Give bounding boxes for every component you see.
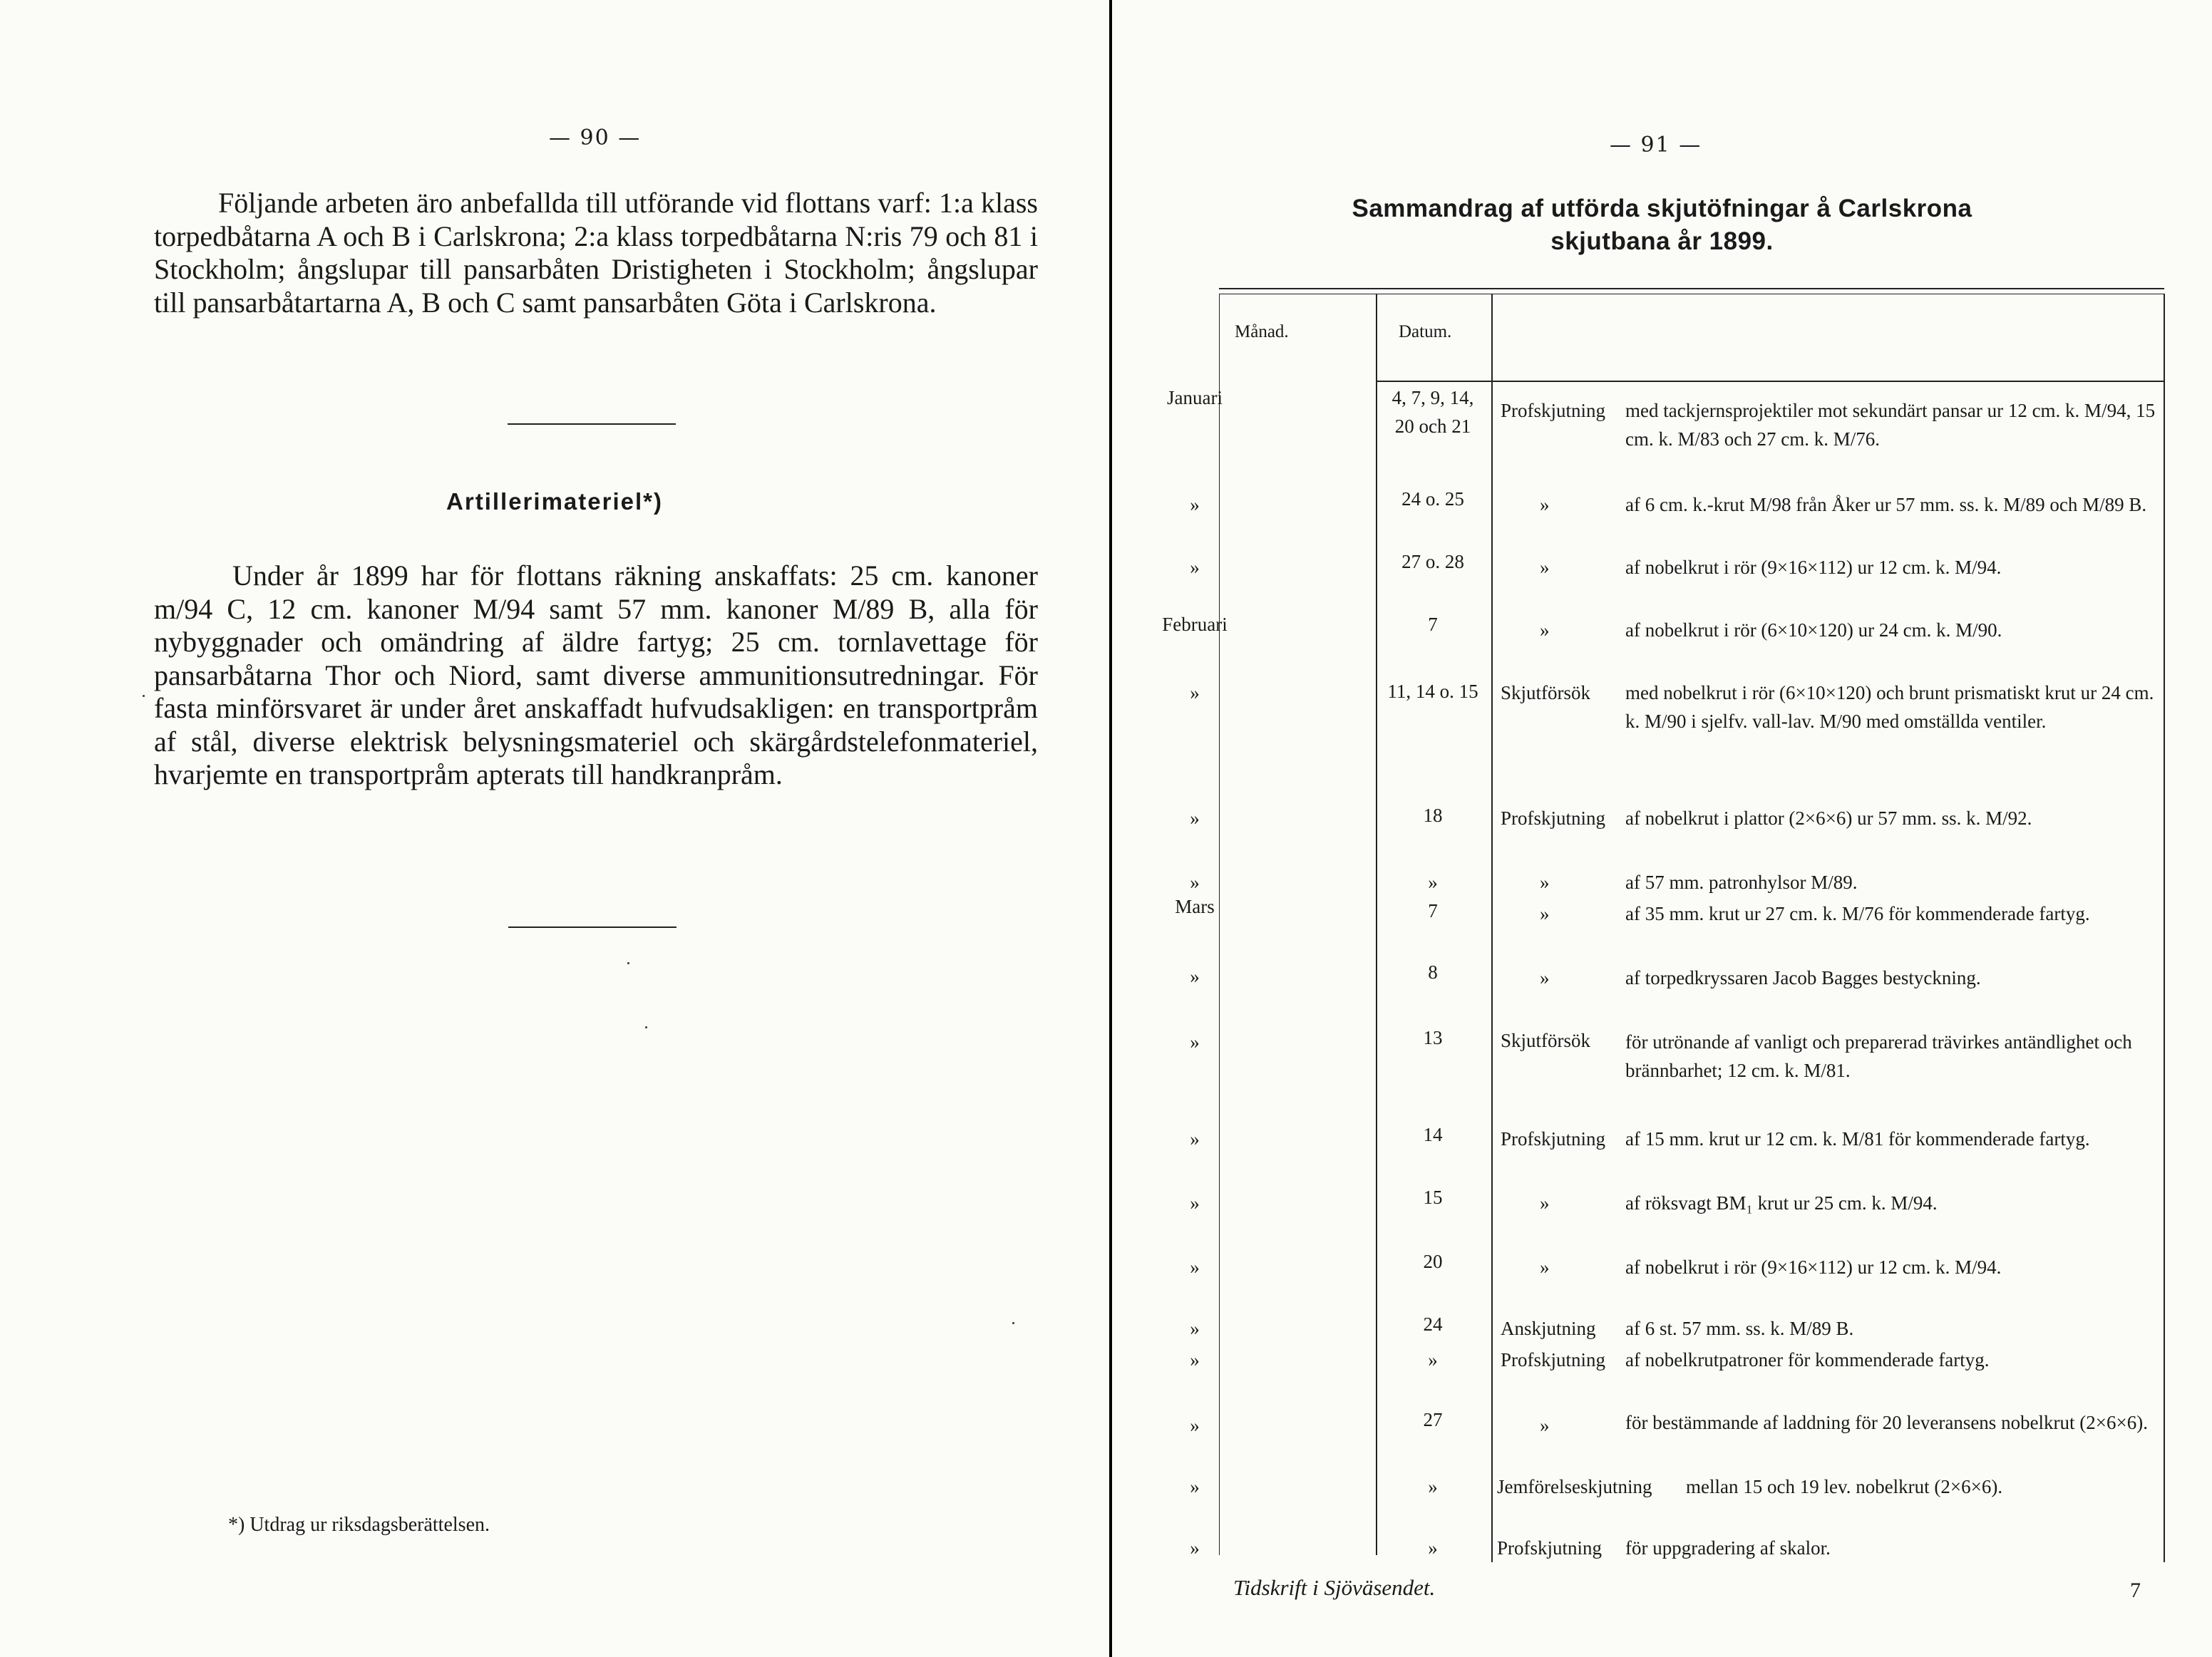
paragraph-shipyard-works: Följande arbeten äro anbefallda till utförande vid flottans varf: 1:a klass torpedbåtarna A och B i Carlskrona; 2:a klass torpedbåtarna N:ris 79 och 81 i Stockholm; ångslupar till pansarbåten Dristigheten i Stockholm; ångslupar till pansarbåtartarna A, B och C samt pansarbåten Göta i Carlskrona.	[154, 187, 1038, 319]
print-speck	[645, 1026, 647, 1028]
cell-description: af 6 cm. k.-krut M/98 från Åker ur 57 mm. ss. k. M/89 och M/89 B.	[1625, 494, 2147, 515]
cell-type: Profskjutning	[1501, 807, 1606, 829]
cell-date: »	[1428, 1476, 1438, 1497]
cell-type: »	[1540, 1256, 1550, 1278]
cell-date: 13	[1423, 1027, 1443, 1048]
cell-date: »	[1428, 1537, 1438, 1559]
cell-type: Profskjutning	[1501, 400, 1606, 421]
cell-description: af nobelkrut i rör (9×16×112) ur 12 cm. k. M/94.	[1625, 557, 2002, 578]
cell-date: 24 o. 25	[1401, 488, 1464, 510]
cell-month: Januari	[1167, 387, 1223, 408]
table-column-rule	[2164, 294, 2165, 1562]
cell-description: af nobelkrut i rör (9×16×112) ur 12 cm. k. M/94.	[1625, 1256, 2002, 1278]
cell-type: Jemförelseskjutning	[1497, 1476, 1652, 1497]
cell-description: för bestämmande af laddning för 20 leveransens nobelkrut (2×6×6).	[1625, 1412, 2148, 1433]
cell-month: »	[1190, 1128, 1200, 1150]
journal-footer: Tidskrift i Sjöväsendet.	[1233, 1575, 1436, 1600]
cell-type: Skjutförsök	[1501, 682, 1591, 703]
right-page	[1112, 0, 2212, 1657]
cell-description: för uppgradering af skalor.	[1625, 1537, 1831, 1559]
sheet-number: 7	[2130, 1579, 2141, 1602]
cell-description: af 35 mm. krut ur 27 cm. k. M/76 för kommenderade fartyg.	[1625, 903, 2090, 924]
cell-description: af nobelkrut i rör (6×10×120) ur 24 cm. k. M/90.	[1625, 619, 2002, 641]
cell-type: »	[1540, 903, 1550, 924]
cell-description: mellan 15 och 19 lev. nobelkrut (2×6×6).	[1686, 1476, 2003, 1497]
cell-type: »	[1540, 967, 1550, 988]
cell-type: Skjutförsök	[1501, 1030, 1591, 1051]
table-column-rule	[1491, 294, 1493, 1562]
cell-date: 14	[1423, 1124, 1443, 1145]
cell-month: »	[1190, 1415, 1200, 1436]
cell-description: med nobelkrut i rör (6×10×120) och brunt prismatiskt krut ur 24 cm. k. M/90 i sjelfv. vall-lav. M/90 med omställda ventiler.	[1625, 682, 2154, 732]
cell-month: »	[1190, 1192, 1200, 1214]
cell-type: »	[1540, 494, 1550, 515]
table-heading-line-2: skjutbana år 1899.	[1550, 227, 1774, 255]
cell-date	[1376, 383, 1490, 440]
cell-description: af torpedkryssaren Jacob Bagges bestyckning.	[1625, 967, 1981, 988]
table-heading-line-1: Sammandrag af utförda skjutöfningar å Carlskrona	[1352, 195, 1972, 222]
cell-type: Anskjutning	[1501, 1318, 1596, 1339]
cell-description: af nobelkrut i plattor (2×6×6) ur 57 mm. ss. k. M/92.	[1625, 807, 2032, 829]
cell-date: 27	[1423, 1409, 1443, 1430]
cell-description: af nobelkrutpatroner för kommenderade fartyg.	[1625, 1349, 1990, 1370]
cell-type: »	[1540, 872, 1550, 893]
section-title: Artillerimateriel*)	[446, 488, 663, 515]
cell-month: »	[1190, 807, 1200, 829]
cell-month: Mars	[1175, 896, 1215, 917]
cell-month: »	[1190, 494, 1200, 515]
cell-month: »	[1190, 1256, 1200, 1278]
print-speck	[143, 695, 145, 697]
cell-type: Profskjutning	[1497, 1537, 1603, 1559]
cell-month: »	[1190, 1031, 1200, 1053]
cell-type: Profskjutning	[1501, 1128, 1606, 1150]
footnote: *) Utdrag ur riksdagsberättelsen.	[228, 1514, 490, 1536]
cell-date: 15	[1423, 1187, 1443, 1208]
paragraph-artillery: Under år 1899 har för flottans räkning anskaffats: 25 cm. kanoner m/94 C, 12 cm. kanoner M/94 samt 57 mm. kanoner M/89 B, alla för nybyggnader och omändring af äldre fartyg; 25 cm. tornlavettage för pansarbåtarna Thor och Niord, samt diverse ammunitionsutredningar. För fasta minförsvaret är under året anskaffadt hufvudsakligen: en transportpråm af stål, diverse elektrisk belysningsmateriel och skärgårdstelefonmateriel, hvarjemte en transportpråm apterats till handkranpråm.	[154, 559, 1038, 790]
cell-description: af 6 st. 57 mm. ss. k. M/89 B.	[1625, 1318, 1854, 1339]
cell-date: 24	[1423, 1313, 1443, 1335]
page-number: — 90 —	[549, 125, 642, 150]
cell-description: för utrönande af vanligt och preparerad trävirkes antändlighet och brännbarhet; 12 cm. k. M/81.	[1625, 1031, 2132, 1081]
cell-description: af 57 mm. patronhylsor M/89.	[1625, 872, 1858, 893]
column-header-month: Månad.	[1235, 322, 1289, 341]
table-heading	[1112, 192, 2212, 258]
cell-date: »	[1428, 872, 1438, 893]
table-top-rule	[1219, 288, 2164, 289]
cell-description: af röksvagt BM₁ krut ur 25 cm. k. M/94.	[1625, 1192, 1938, 1214]
cell-month: »	[1190, 872, 1200, 893]
cell-month: Februari	[1162, 614, 1228, 635]
cell-type: »	[1540, 1415, 1550, 1436]
table-header-rule	[1376, 381, 2164, 382]
cell-type: »	[1540, 557, 1550, 578]
cell-date-text: 4, 7, 9, 14, 20 och 21	[1391, 387, 1474, 437]
cell-month: »	[1190, 682, 1200, 703]
page-number: — 91 —	[1610, 133, 1702, 158]
cell-month: »	[1190, 557, 1200, 578]
cell-date: 20	[1423, 1251, 1443, 1272]
cell-month: »	[1190, 1476, 1200, 1497]
cell-description: af 15 mm. krut ur 12 cm. k. M/81 för kommenderade fartyg.	[1625, 1128, 2090, 1150]
cell-month: »	[1190, 1537, 1200, 1559]
cell-month: »	[1190, 966, 1200, 987]
cell-type: »	[1540, 619, 1550, 641]
column-header-date: Datum.	[1399, 322, 1452, 341]
cell-description: med tackjernsprojektiler mot sekundärt pansar ur 12 cm. k. M/94, 15 cm. k. M/83 och 27 cm. k. M/76.	[1625, 400, 2156, 450]
cell-date: 8	[1428, 961, 1438, 983]
cell-type: »	[1540, 1192, 1550, 1214]
cell-month: »	[1190, 1349, 1200, 1370]
section-divider	[508, 423, 676, 425]
print-speck	[627, 962, 629, 964]
cell-date: 7	[1428, 900, 1438, 922]
section-divider	[508, 926, 677, 928]
cell-date: 27 o. 28	[1401, 551, 1464, 572]
cell-date: 11, 14 o. 15	[1387, 681, 1478, 702]
cell-date: »	[1428, 1349, 1438, 1370]
cell-date: 18	[1423, 805, 1443, 826]
cell-date: 7	[1428, 614, 1438, 635]
cell-type: Profskjutning	[1501, 1349, 1606, 1370]
print-speck	[1012, 1322, 1014, 1324]
cell-month: »	[1190, 1318, 1200, 1339]
